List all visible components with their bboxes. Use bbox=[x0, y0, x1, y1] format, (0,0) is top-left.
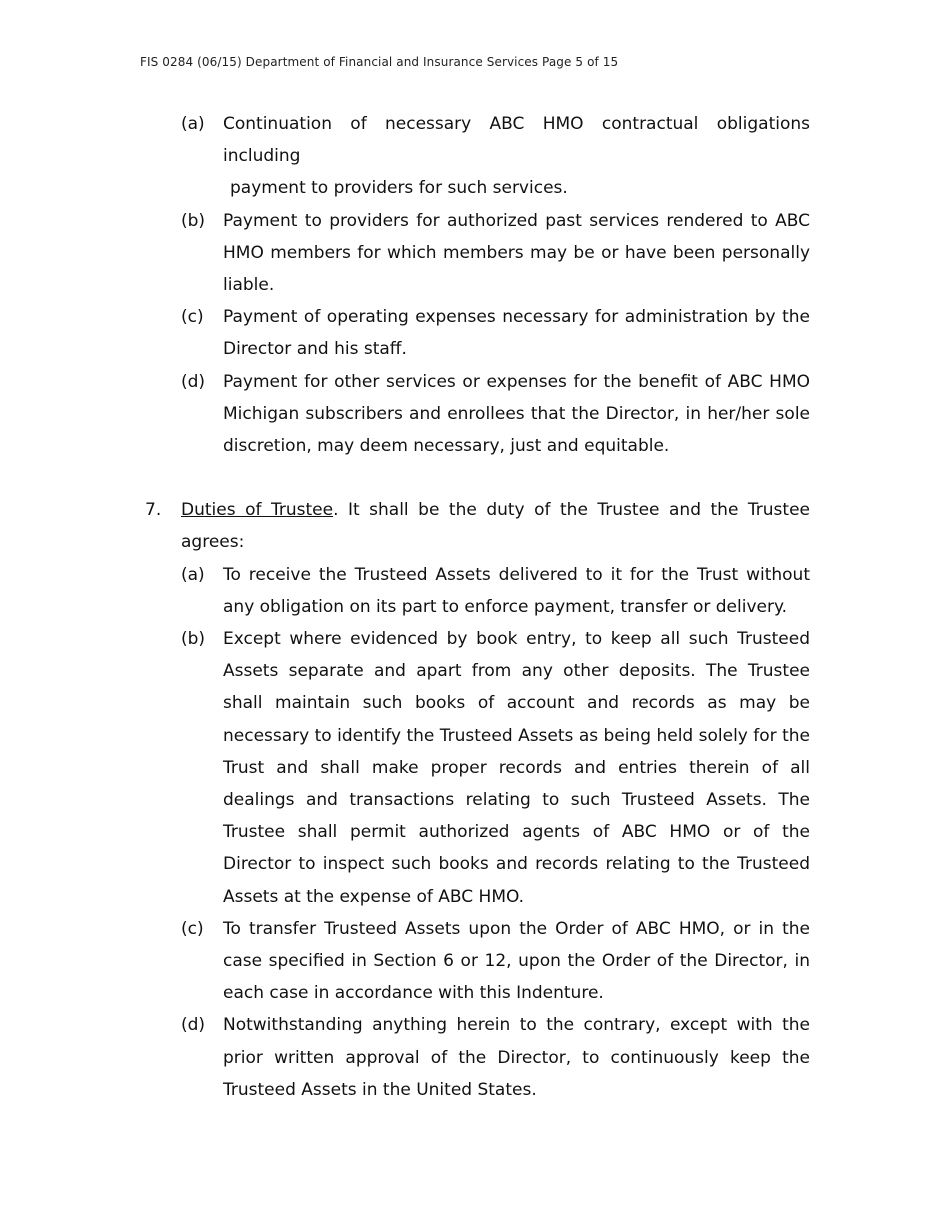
section-7 bbox=[145, 494, 810, 558]
item-marker: (c) bbox=[181, 918, 204, 939]
item-marker: (d) bbox=[181, 1015, 206, 1036]
document-body bbox=[145, 108, 810, 1106]
item-text-line-1: Continuation of necessary ABC HMO contractual obligations including bbox=[223, 114, 810, 167]
item-text: To receive the Trusteed Assets delivered to it for the Trust without any obligation on its part to enforce payment, transfer or delivery. bbox=[223, 564, 810, 617]
section-6-item-c bbox=[181, 301, 810, 365]
item-marker: (d) bbox=[181, 371, 206, 392]
item-text: Notwithstanding anything herein to the contrary, except with the prior written approval of the Director, to continuously keep the Trusteed Assets in the United States. bbox=[223, 1015, 810, 1100]
item-marker: (a) bbox=[181, 564, 205, 585]
item-text: To transfer Trusteed Assets upon the Order of ABC HMO, or in the case specified in Section 6 or 12, upon the Order of the Director, in each case in accordance with this Indenture. bbox=[223, 918, 810, 1004]
section-7-item-c bbox=[181, 913, 810, 1010]
section-heading: Duties of Trustee bbox=[181, 500, 334, 521]
item-text-line-2: payment to providers for such services. bbox=[230, 178, 568, 199]
section-7-item-d bbox=[181, 1009, 810, 1106]
page-header: FIS 0284 (06/15) Department of Financial and Insurance Services Page 5 of 15 bbox=[140, 55, 619, 69]
section-intro: . It shall be the duty of the Trustee and the Trustee agrees: bbox=[181, 500, 810, 553]
item-marker: (c) bbox=[181, 307, 204, 328]
section-7-item-a bbox=[181, 559, 810, 623]
section-6-item-b bbox=[181, 205, 810, 302]
section-number: 7. bbox=[145, 500, 162, 521]
item-marker: (b) bbox=[181, 210, 206, 231]
item-marker: (a) bbox=[181, 114, 205, 134]
item-marker: (b) bbox=[181, 629, 206, 650]
section-6-item-a bbox=[181, 108, 810, 205]
item-text: Except where evidenced by book entry, to keep all such Trusteed Assets separate and apart from any other deposits. The Trustee shall maintain such books of account and records as may be necessary to identify the Trusteed Assets as being held solely for the Trust and shall make proper records and entries therein of all dealings and transactions relating to such Trusteed Assets. The Trustee shall permit authorized agents of ABC HMO or of the Director to inspect such books and records relating to the Trusteed Assets at the expense of ABC HMO. bbox=[223, 629, 810, 907]
section-7-item-b bbox=[181, 623, 810, 913]
item-text: Payment for other services or expenses for the benefit of ABC HMO Michigan subscribers and enrollees that the Director, in her/her sole discretion, may deem necessary, just and equitable. bbox=[223, 371, 810, 457]
item-text: Payment to providers for authorized past services rendered to ABC HMO members for which members may be or have been personally liable. bbox=[223, 210, 810, 296]
item-text: Payment of operating expenses necessary for administration by the Director and his staff. bbox=[223, 307, 810, 360]
section-6-item-d bbox=[181, 366, 810, 463]
